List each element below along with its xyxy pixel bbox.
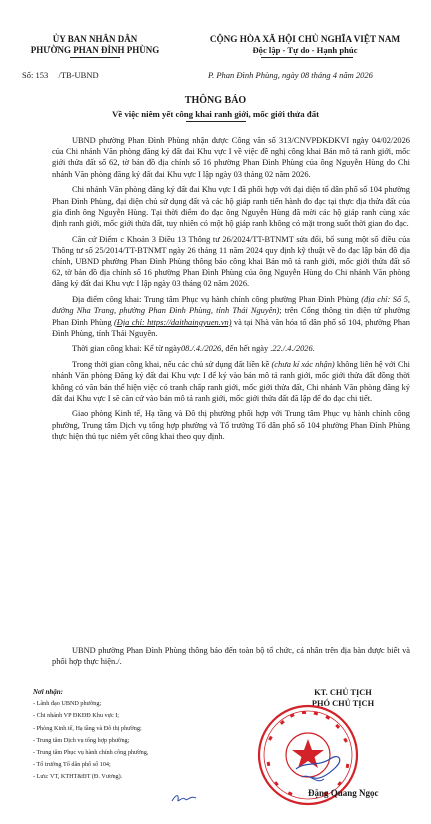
- objection-text-c: không liên hệ với Chi nhánh Văn phòng Đăng ký đất đai Khu vực I để ký vào bản mô tả ranh giới, mốc giới thửa đất đồng thời không có văn bản thể hiện việc có tranh chấp ranh giới, mốc giới thửa đất, Chi nhánh Văn phòng đăng ký đất đai Khu vực I sẽ căn cứ vào bản mô tả ranh giới, mốc giới thửa đất đã lập để đo đạc chi tiết.: [52, 360, 411, 403]
- paragraph-period: [52, 343, 410, 354]
- period-middle: , đến hết ngày: [221, 344, 269, 354]
- document-number-suffix: /TB-UBND: [58, 70, 99, 80]
- recipient-item: - Lưu: VT, KTHT&ĐT (Đ. Vương).: [33, 773, 123, 781]
- signer-name: Đặng Quang Ngọc: [308, 788, 379, 798]
- document-title: THÔNG BÁO: [184, 95, 247, 106]
- location-address: (địa chỉ: Số 5, đường Nha Trang, phường Phan Đình Phùng, tỉnh Thái Nguyên): [52, 295, 410, 316]
- document-number: [22, 70, 99, 80]
- recipient-item: - Trung tâm Dịch vụ tổng hợp phường;: [33, 736, 130, 744]
- location-cultural-house: và tại Nhà văn hóa tổ dân phố số 104, phường Phan Đình Phùng, tỉnh Thái Nguyên.: [52, 317, 410, 338]
- portal-url-link[interactable]: (Địa chỉ: https://daithaingyuen.vn): [114, 317, 232, 327]
- motto-line-2: Độc lập - Tự do - Hạnh phúc: [252, 45, 358, 55]
- period-end: .22./.4./2026: [270, 344, 313, 354]
- recipients-heading: Nơi nhận:: [33, 688, 64, 696]
- recipient-item: - Phòng Kinh tế, Hạ tầng và Đô thị phường;: [33, 724, 142, 732]
- paragraph-survey: Chi nhánh Văn phòng đăng ký đất đai Khu vực I đã phối hợp với đại diện tổ dân phố số 104 phường Phan Đình Phùng, đại diện chủ sử dụng đất và các hộ giáp ranh tiến hành đo đạc tại thực địa thửa đất của gia đình ông Nguyễn Hùng. Tại thời điểm đo đạc ông Nguyễn Hùng đã mời các hộ giáp ranh cùng xác định ranh giới, mốc giới thửa đất, tuy nhiên có một hộ giáp ranh không có mặt trong suốt thời gian đo đạc.: [52, 185, 410, 228]
- objection-text-a: Trong thời gian công khai, nếu các chủ sử dụng đất liền kề: [72, 360, 272, 370]
- initial-scribble: [170, 792, 198, 804]
- location-text: Địa điểm công khai: Trung tâm Phục vụ hành chính công phường Phan Đình Phùng: [72, 295, 362, 305]
- recipients-list: [33, 686, 148, 784]
- period-label: Thời gian công khai: Kể từ ngày: [72, 344, 181, 354]
- paragraph-location: [52, 294, 410, 339]
- closing-block: [52, 645, 410, 672]
- recipient-item: - Chi nhánh VP ĐKĐĐ Khu vực I;: [33, 712, 120, 720]
- period-dot: .: [312, 344, 315, 354]
- paragraph-request: UBND phường Phan Đình Phùng nhận được Công văn số 313/CNVPĐKĐKVI ngày 04/02/2026 của Chi nhánh Văn phòng đăng ký đất đai Khu vực I về việc đề nghị công khai Bản mô tả ranh giới, mốc giới thửa đất số 62, tờ bản đồ địa chính số 16 phường Phan Đình Phùng của ông Nguyễn Hùng do Chi nhánh Văn phòng đăng ký đất đai Khu vực I lập ngày 03 tháng 02 năm 2026.: [52, 136, 410, 179]
- issuer-block: [20, 34, 170, 56]
- signature-line-2: PHÓ CHỦ TỊCH: [311, 699, 375, 708]
- paragraph-legal-basis: Căn cứ Điểm c Khoản 3 Điều 13 Thông tư 26/2024/TT-BTNMT sửa đổi, bổ sung một số điều của Thông tư số 25/2014/TT-BTNMT ngày 26 tháng 11 năm 2024 quy định kỹ thuật về đo đạc lập bản đồ địa chính, UBND phường Phan Đình Phùng thông báo công khai Bản mô tả ranh giới, mốc giới thửa đất số 62, tờ bản đồ địa chính số 16 phường Phan Đình Phùng của ông Nguyễn Hùng do Chi nhánh Văn phòng đăng ký đất đai Khu vực I lập ngày 03 tháng 02 năm 2026.: [52, 234, 410, 289]
- document-body: [52, 135, 410, 447]
- motto-underline: [261, 57, 353, 58]
- recipient-item: - Tổ trưởng Tổ dân phố số 104;: [33, 761, 111, 769]
- recipient-item: - Lãnh đạo UBND phường;: [33, 700, 102, 708]
- paragraph-objection: [52, 359, 410, 404]
- motto-line-1: CỘNG HÒA XÃ HỘI CHỦ NGHĨA VIỆT NAM: [209, 34, 401, 44]
- signature-line-1: KT. CHỦ TỊCH: [314, 688, 372, 697]
- issuer-line-1: ỦY BAN NHÂN DÂN: [52, 34, 138, 44]
- paragraph-assignment: Giao phòng Kinh tế, Hạ tầng và Đô thị phường phối hợp với Trung tâm Phục vụ hành chính công phường, Trung tâm Dịch vụ tổng hợp phường và Tổ trưởng Tổ dân phố số 104 phường Phan Đình Phùng thực hiện thủ tục niêm yết công khai theo quy định.: [52, 409, 410, 441]
- recipient-item: - Trung tâm Phục vụ hành chính công phường,: [33, 749, 149, 757]
- issuer-line-2: PHƯỜNG PHAN ĐÌNH PHÙNG: [30, 45, 160, 55]
- document-number-label: Số: 153: [22, 70, 49, 80]
- national-motto-block: [185, 34, 425, 56]
- paragraph-closing: UBND phường Phan Đình Phùng thông báo đến toàn bộ tổ chức, cá nhân trên địa bàn được biết và phối hợp thực hiện./.: [52, 646, 410, 667]
- issuer-underline: [70, 57, 120, 58]
- document-subtitle: Về việc niêm yết công khai ranh giới, mốc giới thửa đất: [111, 109, 320, 119]
- period-start: 08./.4./2026: [180, 344, 222, 354]
- objection-note: (chưa kí xác nhận): [271, 360, 335, 370]
- document-date: P. Phan Đình Phùng, ngày 08 tháng 4 năm 2026: [208, 70, 373, 80]
- subtitle-underline: [186, 121, 246, 122]
- location-portal: ; trên Cổng thông tin điện tử phường Phan Đình Phùng: [52, 306, 410, 327]
